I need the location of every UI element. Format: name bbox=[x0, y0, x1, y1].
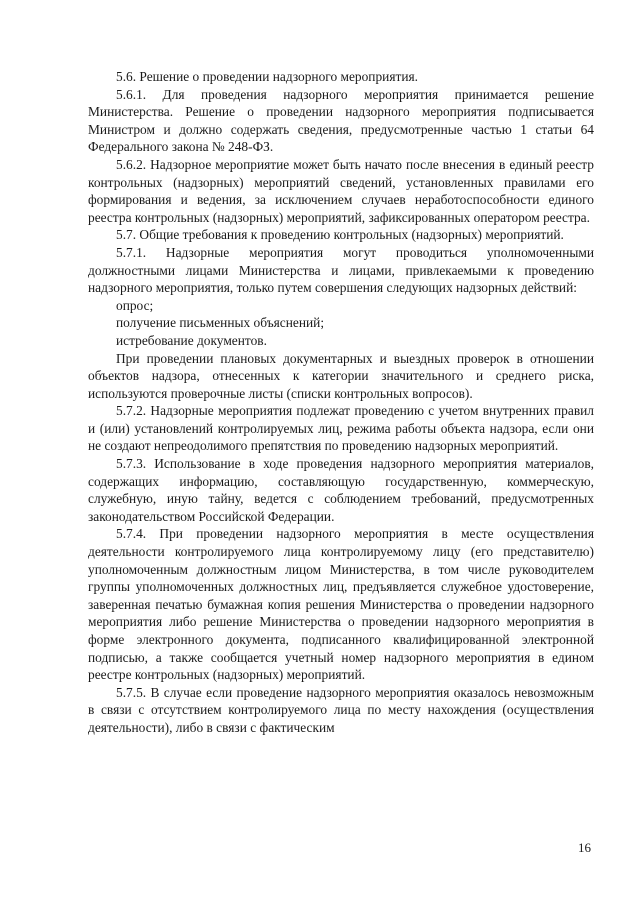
list-item: истребование документов. bbox=[116, 332, 267, 348]
page-number: 16 bbox=[578, 840, 591, 855]
paragraph-5-6-2: 5.6.2. Надзорное мероприятие может быть начато после внесения в единый реестр контрольных (надзорных) мероприятий сведений, установленных правилами его формирования и ведения, за исключением случаев неработоспособности единого реестра контрольных (надзорных) мероприятий, зафиксированных оператором реестра. bbox=[88, 156, 594, 225]
paragraph-5-7-4: 5.7.4. При проведении надзорного мероприятия в месте осуществления деятельности контролируемого лица контролируемому лицу (его представителю) уполномоченным должностным лицом Министерства, в том числе руководителем группы уполномоченных должностных лиц, предъявляется служебное удостоверение, заверенная печатью бумажная копия решения Министерства о проведении надзорного мероприятия либо решение Министерства о проведении надзорного мероприятия в форме электронного документа, подписанного квалифицированной электронной подписью, а также сообщается учетный номер надзорного мероприятия в едином реестре контрольных (надзорных) мероприятий. bbox=[88, 526, 594, 683]
paragraph-5-7-3: 5.7.3. Использование в ходе проведения надзорного мероприятия материалов, содержащих информацию, составляющую государственную, коммерческую, служебную, иную тайну, ведется с соблюдением требований, предусмотренных законодательством Российской Федерации. bbox=[88, 456, 594, 524]
paragraph-5-7-5: 5.7.5. В случае если проведение надзорного мероприятия оказалось невозможным в связи с отсутствием контролируемого лица по месту нахождения (осуществления деятельности), либо в связи с фактическим bbox=[88, 684, 594, 735]
document-body bbox=[88, 68, 594, 737]
list-item: опрос; bbox=[116, 297, 154, 313]
paragraph-5-7-2: 5.7.2. Надзорные мероприятия подлежат проведению с учетом внутренних правил и (или) установлений контролируемых лиц, режима работы объекта надзора, если они не создают непреодолимого препятствия по проведению надзорных мероприятий. bbox=[88, 403, 594, 454]
paragraph-5-7: 5.7. Общие требования к проведению контрольных (надзорных) мероприятий. bbox=[116, 227, 564, 243]
paragraph-5-6: 5.6. Решение о проведении надзорного мероприятия. bbox=[116, 69, 419, 84]
list-item: получение письменных объяснений; bbox=[116, 315, 325, 331]
paragraph-5-6-1: 5.6.1. Для проведения надзорного мероприятия принимается решение Министерства. Решение о проведении надзорного мероприятия подписывается Министром и должно содержать сведения, предусмотренные частью 1 статьи 64 Федерального закона № 248-ФЗ. bbox=[88, 86, 594, 155]
paragraph-5-7-1: 5.7.1. Надзорные мероприятия могут проводиться уполномоченными должностными лицами Министерства и лицами, привлекаемыми к проведению надзорного мероприятия, только путем совершения следующих надзорных действий: bbox=[88, 244, 594, 296]
paragraph-checklists: При проведении плановых документарных и выездных проверок в отношении объектов надзора, отнесенных к категории значительного и среднего риска, используются проверочные листы (списки контрольных вопросов). bbox=[88, 350, 594, 401]
